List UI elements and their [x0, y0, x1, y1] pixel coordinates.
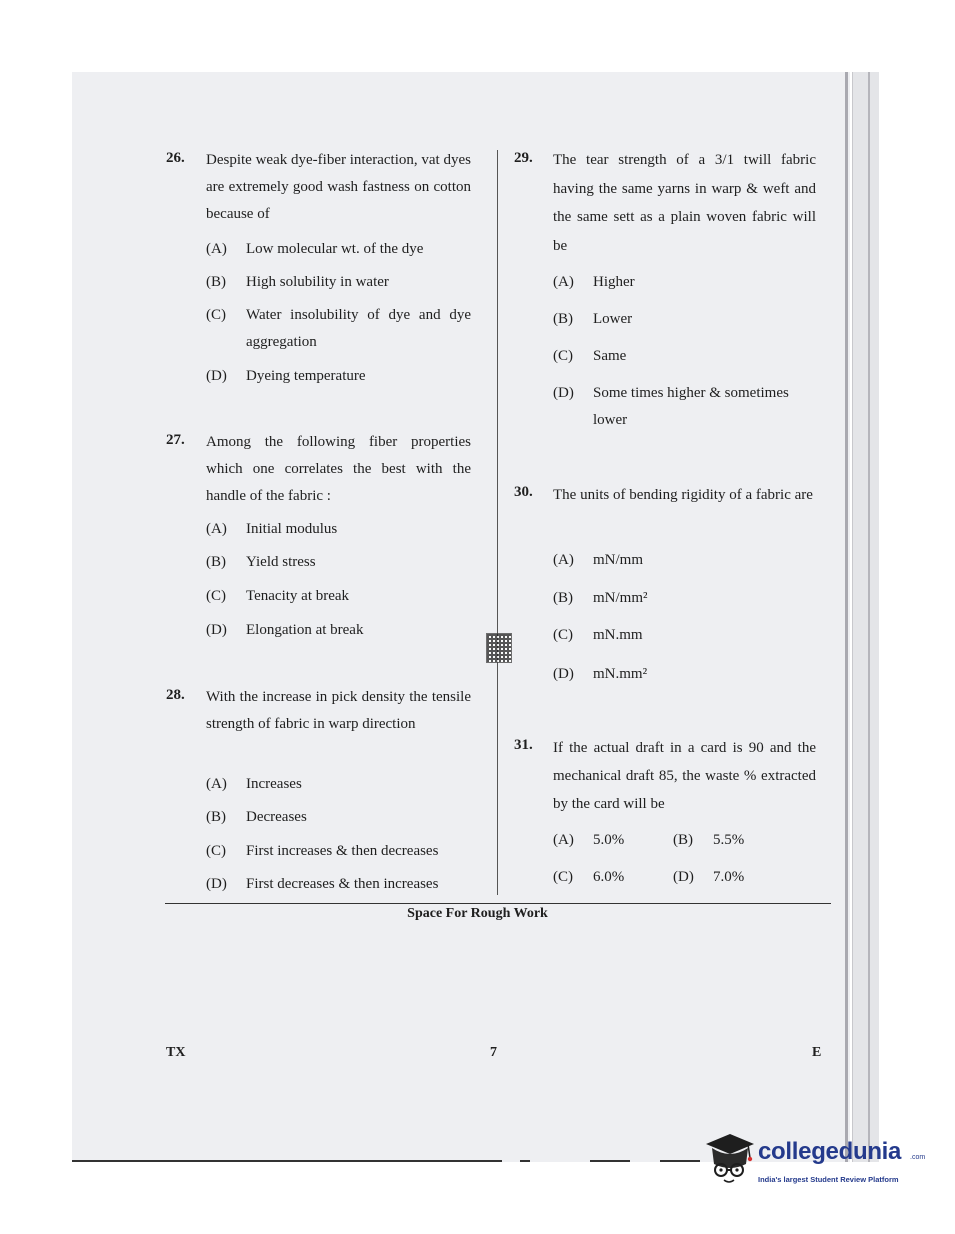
set-code: E [812, 1045, 822, 1060]
page-bottom-edge [590, 1160, 630, 1162]
option: (D) Dyeing temperature [206, 368, 366, 384]
option: (A) Higher [553, 274, 635, 290]
question-text: The tear strength of a 3/1 twill fabric having the same yarns in warp & weft and the same sett as a plain woven fabric will be [553, 152, 816, 254]
question-text: The units of bending rigidity of a fabric are [553, 487, 813, 503]
page-edge [852, 72, 879, 1162]
page-number: 7 [490, 1045, 497, 1060]
graduate-mascot-icon [700, 1130, 756, 1188]
option: (A) Low molecular wt. of the dye [206, 241, 424, 257]
option: (A) Increases [206, 776, 302, 792]
question-text: Despite weak dye-fiber interaction, vat dyes are extremely good wash fastness on cotton because of [206, 152, 471, 222]
question-number: 28. [166, 687, 185, 703]
option: (C) mN.mm [553, 627, 643, 643]
page-bottom-edge [660, 1160, 700, 1162]
option: (C) Tenacity at break [206, 588, 350, 604]
page-edge [845, 72, 848, 1162]
divider [165, 903, 831, 904]
brand-name: collegedunia [758, 1138, 902, 1165]
option: (B) Yield stress [206, 554, 316, 570]
question-number: 30. [514, 484, 533, 500]
brand-tagline: India's largest Student Review Platform [758, 1175, 899, 1184]
option: (C) 6.0% [553, 869, 625, 885]
page-bottom-edge [72, 1160, 502, 1162]
option: (B) High solubility in water [206, 274, 389, 290]
question-number: 26. [166, 150, 185, 166]
option: (A) 5.0% [553, 832, 625, 848]
question-text: With the increase in pick density the tensile strength of fabric in warp direction [206, 689, 471, 732]
option: (D) Some times higher & sometimes lower [553, 385, 789, 428]
page-bottom-edge [520, 1160, 530, 1162]
option: (C) Water insolubility of dye and dye aggregation [206, 307, 471, 350]
option: (A) mN/mm [553, 552, 644, 568]
collegedunia-watermark [700, 1130, 930, 1190]
page-edge [868, 72, 870, 1162]
question-number: 29. [514, 150, 533, 166]
column-divider [497, 150, 498, 895]
option: (A) Initial modulus [206, 521, 338, 537]
option: (C) First increases & then decreases [206, 843, 439, 859]
question-number: 27. [166, 432, 185, 448]
question-text: Among the following fiber properties which one correlates the best with the handle of the fabric : [206, 434, 471, 504]
option: (B) mN/mm² [553, 590, 648, 606]
option: (D) Elongation at break [206, 622, 364, 638]
paper-code: TX [166, 1045, 186, 1060]
option: (D) mN.mm² [553, 666, 648, 682]
option: (B) Decreases [206, 809, 307, 825]
rough-work-label: Space For Rough Work [407, 906, 548, 921]
option: (C) Same [553, 348, 627, 364]
question-number: 31. [514, 737, 533, 753]
brand-suffix: .com [910, 1154, 926, 1161]
option: (B) Lower [553, 311, 633, 327]
option: (D) 7.0% [673, 869, 745, 885]
qr-code [486, 633, 512, 663]
option: (D) First decreases & then increases [206, 876, 439, 892]
option: (B) 5.5% [673, 832, 745, 848]
question-text: If the actual draft in a card is 90 and the mechanical draft 85, the waste % extracted by the card will be [553, 740, 816, 812]
